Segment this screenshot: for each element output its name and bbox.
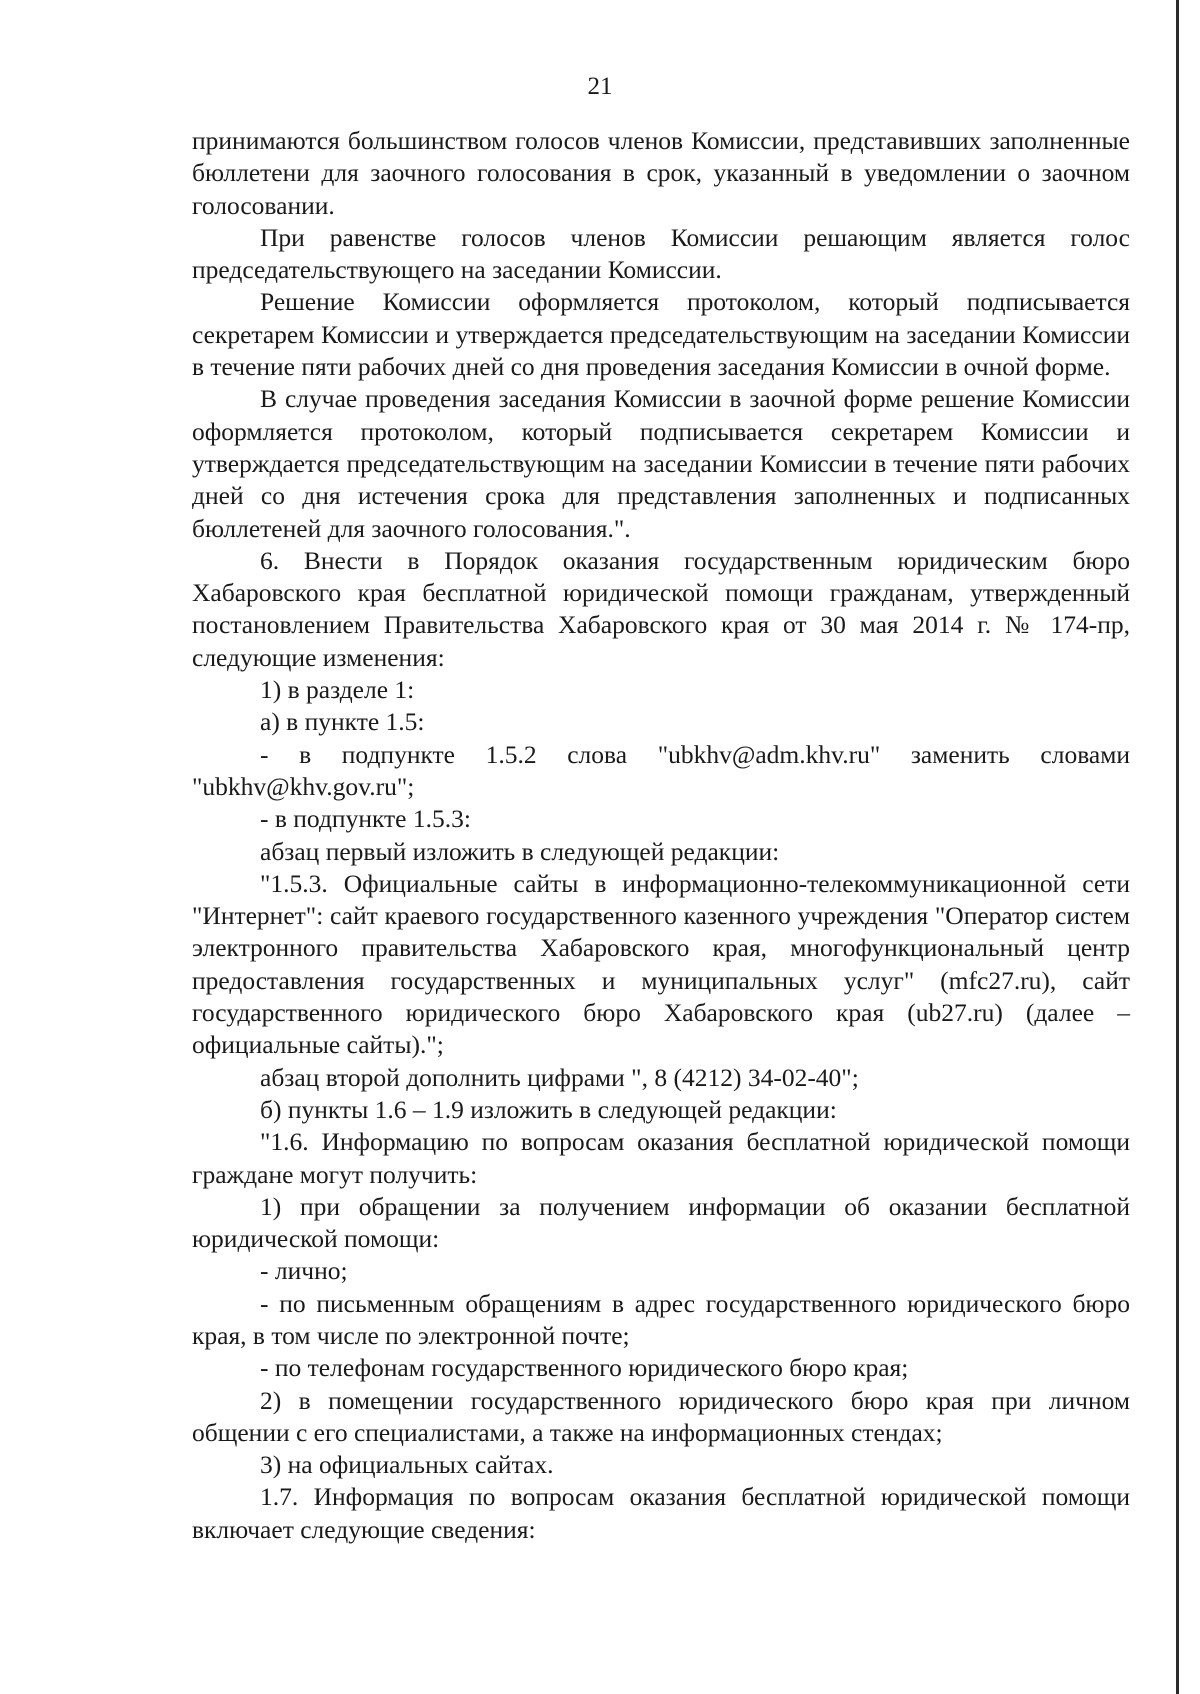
paragraph: 3) на официальных сайтах.: [260, 1450, 554, 1480]
document-body: [192, 125, 1130, 1546]
paragraph: Решение Комиссии оформляется протоколом, который подписывается секретарем Комиссии и утверждается председательствующим на заседании Комиссии в течение пяти рабочих дней со дня проведения заседания Комиссии в очной форме.: [192, 287, 1130, 382]
paragraph: а) в пункте 1.5:: [260, 707, 425, 737]
paragraph: При равенстве голосов членов Комиссии решающим является голос председательствующего на заседании Комиссии.: [192, 222, 1130, 285]
paragraph: абзац первый изложить в следующей редакции:: [260, 836, 780, 866]
paragraph: - по письменным обращениям в адрес государственного юридического бюро края, в том числе по электронной почте;: [192, 1288, 1130, 1350]
paragraph: В случае проведения заседания Комиссии в заочной форме решение Комиссии оформляется протоколом, который подписывается секретарем Комиссии и утверждается председательствующим на заседании Комиссии в течение пяти рабочих дней со дня истечения срока для представления заполненных и подписанных бюллетеней для заочного голосования.".: [192, 384, 1130, 543]
paragraph: 2) в помещении государственного юридического бюро края при личном общении с его специалистами, а также на информационных стендах;: [192, 1385, 1130, 1447]
paragraph: 1) при обращении за получением информации об оказании бесплатной юридической помощи:: [192, 1191, 1130, 1254]
paragraph: абзац второй дополнить цифрами ", 8 (4212) 34-02-40";: [260, 1062, 859, 1092]
paragraph: - в подпункте 1.5.2 слова "ubkhv@adm.khv.ru" заменить словами "ubkhv@khv.gov.ru";: [192, 739, 1130, 801]
paragraph: б) пункты 1.6 – 1.9 изложить в следующей редакции:: [260, 1094, 837, 1124]
paragraph: "1.6. Информацию по вопросам оказания бесплатной юридической помощи граждане могут получить:: [192, 1127, 1130, 1189]
page-edge-line: [1176, 0, 1179, 1694]
paragraph: - в подпункте 1.5.3:: [260, 804, 471, 834]
page-number: 21: [587, 73, 613, 100]
paragraph: 1) в разделе 1:: [260, 675, 415, 705]
paragraph: 6. Внести в Порядок оказания государственным юридическим бюро Хабаровского края бесплатной юридической помощи гражданам, утвержденный постановлением Правительства Хабаровского края от 30 мая 2014 г. № 174-пр, следующие изменения:: [192, 545, 1130, 672]
paragraph: - лично;: [260, 1256, 348, 1286]
paragraph: принимаются большинством голосов членов Комиссии, представивших заполненные бюллетени для заочного голосования в срок, указанный в уведомлении о заочном голосовании.: [192, 126, 1130, 220]
paragraph: 1.7. Информация по вопросам оказания бесплатной юридической помощи включает следующие сведения:: [192, 1482, 1130, 1544]
paragraph: "1.5.3. Официальные сайты в информационно-телекоммуникационной сети "Интернет": сайт краевого государственного казенного учреждения "Оператор систем электронного правительства Хабаровского края, многофункциональный центр предоставления государственных и муниципальных услуг" (mfc27.ru), сайт государственного юридического бюро Хабаровского края (ub27.ru) (далее – официальные сайты).";: [192, 868, 1130, 1060]
paragraph: - по телефонам государственного юридического бюро края;: [260, 1353, 909, 1383]
